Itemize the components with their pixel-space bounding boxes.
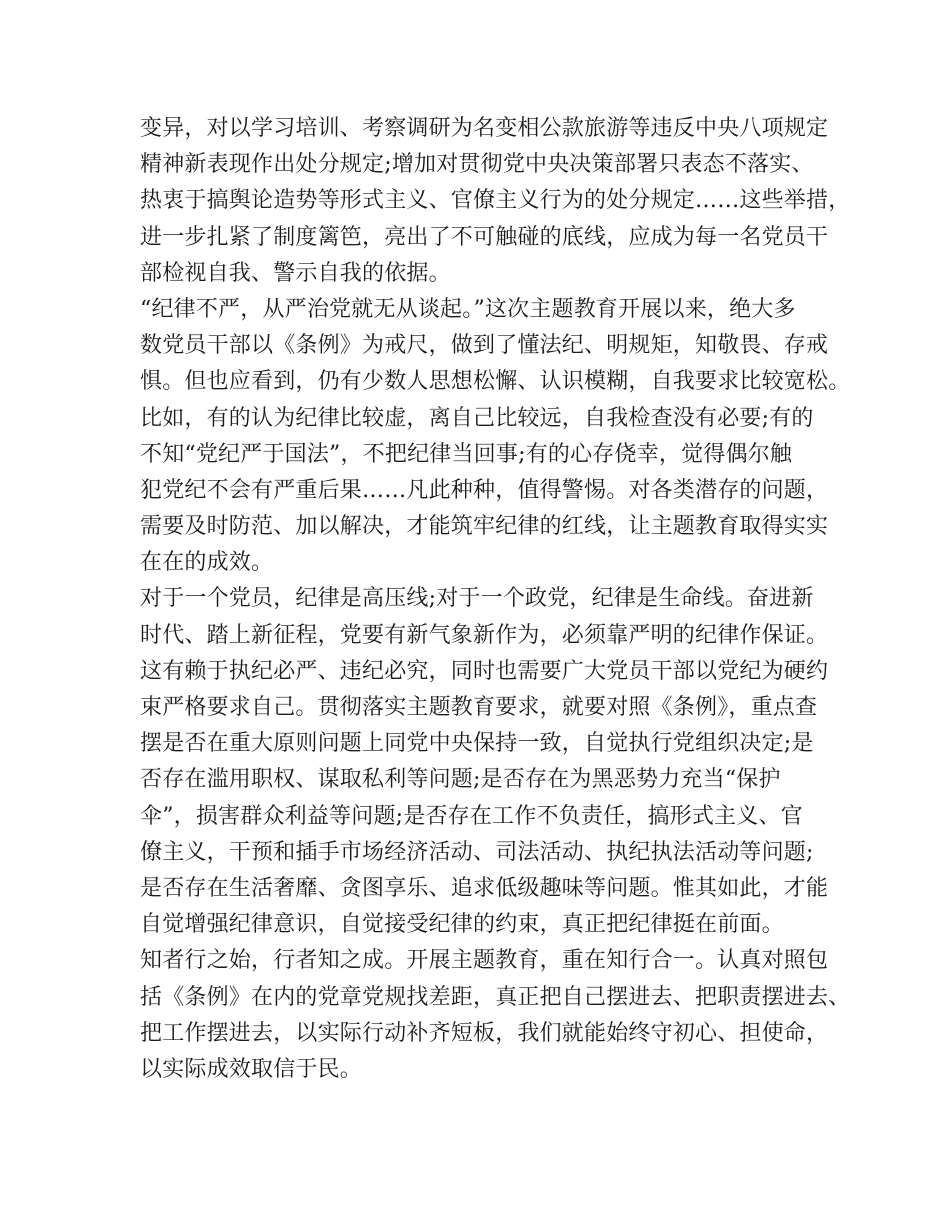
- text-line: 比如，有的认为纪律比较虚，离自己比较远，自我检查没有必要;有的: [140, 405, 814, 431]
- text-line: “纪律不严，从严治党就无从谈起。”这次主题教育开展以来，绝大多: [140, 296, 796, 322]
- text-line: 对于一个党员，纪律是高压线;对于一个政党，纪律是生命线。奋进新: [140, 586, 814, 612]
- document-body: [140, 111, 851, 1088]
- text-line: 自觉增强纪律意识，自觉接受纪律的约束，真正把纪律挺在前面。: [140, 912, 784, 938]
- text-line: 这有赖于执纪必严、违纪必究，同时也需要广大党员干部以党纪为硬约: [140, 658, 829, 684]
- text-line: 惧。但也应看到，仍有少数人思想松懈、认识模糊，自我要求比较宽松。: [140, 369, 851, 395]
- text-line: 需要及时防范、加以解决，才能筑牢纪律的红线，让主题教育取得实实: [140, 514, 829, 540]
- text-line: 束严格要求自己。贯彻落实主题教育要求，就要对照《条例》，重点查: [140, 695, 818, 720]
- text-line: 把工作摆进去，以实际行动补齐短板，我们就能始终守初心、担使命，: [140, 1020, 829, 1046]
- text-line: 以实际成效取信于民。: [140, 1056, 363, 1082]
- text-line: 数党员干部以《条例》为戒尺，做到了懂法纪、明规矩，知敬畏、存戒: [140, 333, 829, 359]
- text-line: 犯党纪不会有严重后果……凡此种种，值得警惕。对各类潜存的问题，: [140, 477, 829, 503]
- text-line: 摆是否在重大原则问题上同党中央保持一致，自觉执行党组织决定;是: [140, 731, 814, 757]
- text-line: 在在的成效。: [140, 550, 274, 576]
- text-line: 伞”，损害群众利益等问题;是否存在工作不负责任，搞形式主义、官: [140, 803, 803, 829]
- text-line: 是否存在生活奢靡、贪图享乐、追求低级趣味等问题。惟其如此，才能: [140, 875, 829, 901]
- text-line: 僚主义，干预和插手市场经济活动、司法活动、执纪执法活动等问题;: [140, 839, 814, 865]
- text-line: 热衷于搞舆论造势等形式主义、官僚主义行为的处分规定……这些举措，: [140, 188, 851, 214]
- text-line: 进一步扎紧了制度篱笆，亮出了不可触碰的底线，应成为每一名党员干: [140, 224, 829, 250]
- text-line: 时代、踏上新征程，党要有新气象新作为，必须靠严明的纪律作保证。: [140, 622, 829, 648]
- text-line: 部检视自我、警示自我的依据。: [140, 260, 451, 286]
- text-line: 否存在滥用职权、谋取私利等问题;是否存在为黑恶势力充当“保护: [140, 767, 781, 793]
- text-line: 精神新表现作出处分规定;增加对贯彻党中央决策部署只表态不落实、: [140, 152, 814, 178]
- text-line: 括《条例》在内的党章党规找差距，真正把自己摆进去、把职责摆进去、: [140, 984, 851, 1010]
- text-line: 不知“党纪严于国法”，不把纪律当回事;有的心存侥幸，觉得偶尔触: [140, 441, 793, 467]
- text-line: 变异，对以学习培训、考察调研为名变相公款旅游等违反中央八项规定: [140, 116, 829, 141]
- text-line: 知者行之始，行者知之成。开展主题教育，重在知行合一。认真对照包: [140, 948, 829, 974]
